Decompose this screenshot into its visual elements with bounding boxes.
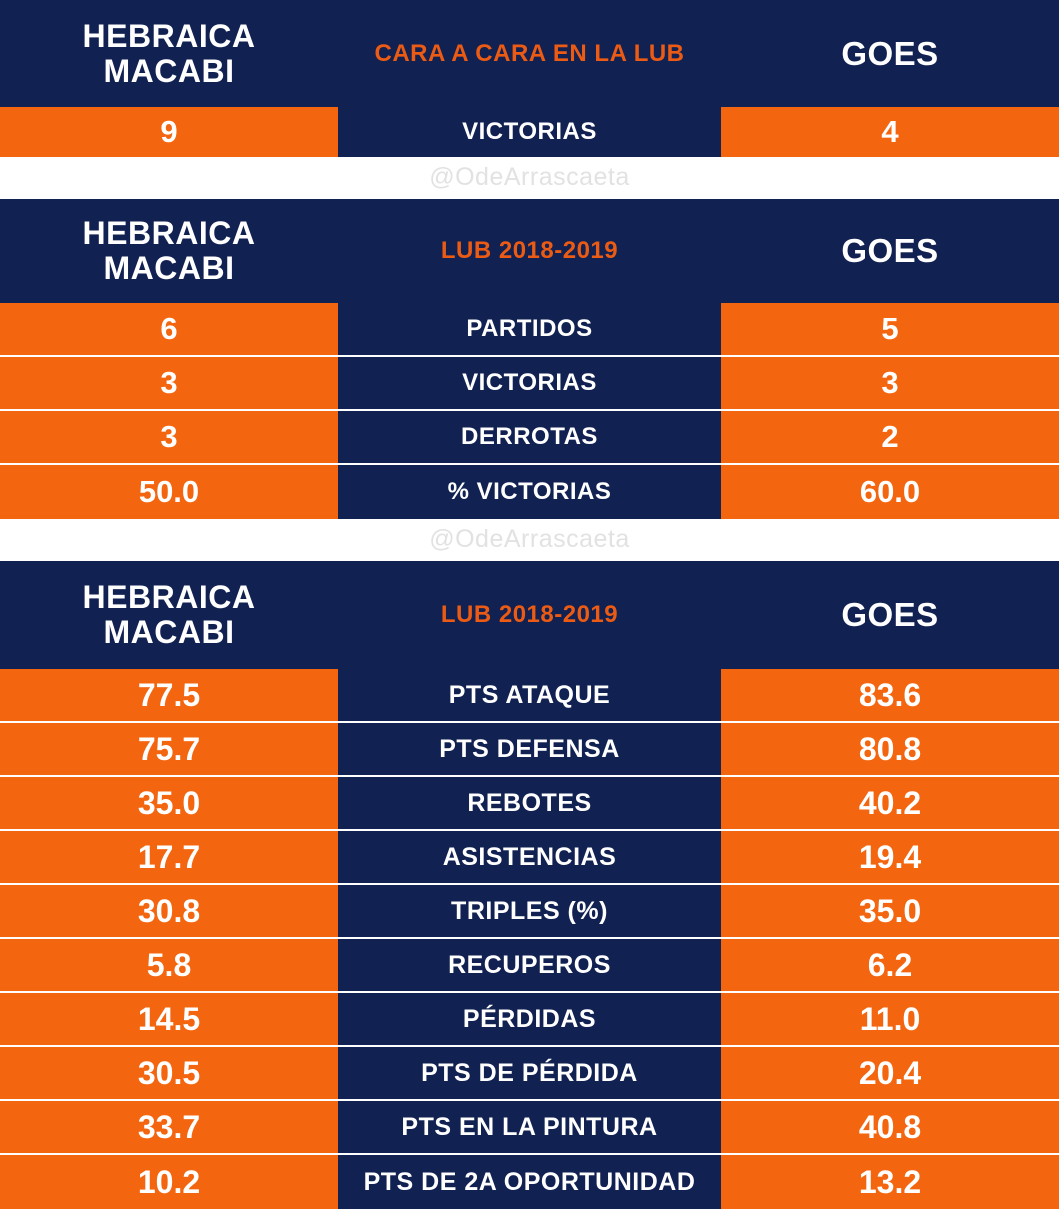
row-value-right: 40.2 [721,777,1059,829]
row-label: PTS ATAQUE [338,669,721,721]
table-row [0,885,1059,939]
row-label: PARTIDOS [338,303,721,355]
row-value-right: 5 [721,303,1059,355]
row-label: PÉRDIDAS [338,993,721,1045]
row-value-right: 60.0 [721,465,1059,519]
row-value-left: 9 [0,107,338,157]
team-left-line1: HEBRAICA [82,17,256,54]
table-row [0,107,1059,157]
table-row [0,303,1059,357]
row-value-right: 80.8 [721,723,1059,775]
row-label: PTS EN LA PINTURA [338,1101,721,1153]
row-value-right: 40.8 [721,1101,1059,1153]
row-value-left: 5.8 [0,939,338,991]
header-title: LUB 2018-2019 [338,199,721,303]
row-value-left: 50.0 [0,465,338,519]
row-label: PTS DE 2A OPORTUNIDAD [338,1155,721,1209]
row-value-left: 77.5 [0,669,338,721]
header-team-left [0,199,338,303]
header-title: LUB 2018-2019 [338,561,721,669]
table-row [0,993,1059,1047]
block-header [0,0,1059,107]
table-row [0,723,1059,777]
table-row [0,411,1059,465]
watermark: @OdeArrascaeta [0,519,1059,561]
row-value-left: 30.8 [0,885,338,937]
row-value-left: 75.7 [0,723,338,775]
row-label: DERROTAS [338,411,721,463]
row-value-right: 11.0 [721,993,1059,1045]
team-left-line2: MACABI [103,52,235,89]
header-team-right: GOES [721,199,1059,303]
stats-block-head-to-head [0,0,1059,157]
team-left-line1: HEBRAICA [82,215,256,252]
row-value-left: 3 [0,411,338,463]
table-row [0,357,1059,411]
stats-block-season-averages [0,561,1059,1209]
row-label: REBOTES [338,777,721,829]
row-value-right: 35.0 [721,885,1059,937]
row-value-left: 14.5 [0,993,338,1045]
row-value-left: 35.0 [0,777,338,829]
row-value-left: 33.7 [0,1101,338,1153]
table-row [0,777,1059,831]
table-row [0,939,1059,993]
row-label: ASISTENCIAS [338,831,721,883]
team-left-line2: MACABI [103,250,235,286]
team-left-line2: MACABI [103,614,235,650]
row-label: PTS DE PÉRDIDA [338,1047,721,1099]
row-label: VICTORIAS [338,107,721,157]
row-value-left: 6 [0,303,338,355]
table-row [0,1155,1059,1209]
watermark: @OdeArrascaeta [0,157,1059,199]
row-value-right: 2 [721,411,1059,463]
header-title: CARA A CARA EN LA LUB [338,0,721,107]
team-left-line1: HEBRAICA [82,579,256,616]
row-value-left: 3 [0,357,338,409]
row-value-right: 20.4 [721,1047,1059,1099]
row-value-right: 13.2 [721,1155,1059,1209]
row-label: RECUPEROS [338,939,721,991]
row-label: PTS DEFENSA [338,723,721,775]
table-row [0,669,1059,723]
header-team-left [0,0,338,107]
row-value-left: 10.2 [0,1155,338,1209]
row-value-right: 3 [721,357,1059,409]
row-value-left: 17.7 [0,831,338,883]
stats-block-season-record [0,199,1059,519]
row-value-right: 83.6 [721,669,1059,721]
row-value-left: 30.5 [0,1047,338,1099]
row-label: % VICTORIAS [338,465,721,519]
header-team-right: GOES [721,0,1059,107]
header-team-right: GOES [721,561,1059,669]
row-value-right: 6.2 [721,939,1059,991]
table-row [0,1101,1059,1155]
row-label: TRIPLES (%) [338,885,721,937]
table-row [0,465,1059,519]
block-header [0,561,1059,669]
row-value-right: 19.4 [721,831,1059,883]
block-header [0,199,1059,303]
header-team-left [0,561,338,669]
table-row [0,831,1059,885]
row-value-right: 4 [721,107,1059,157]
row-label: VICTORIAS [338,357,721,409]
table-row [0,1047,1059,1101]
